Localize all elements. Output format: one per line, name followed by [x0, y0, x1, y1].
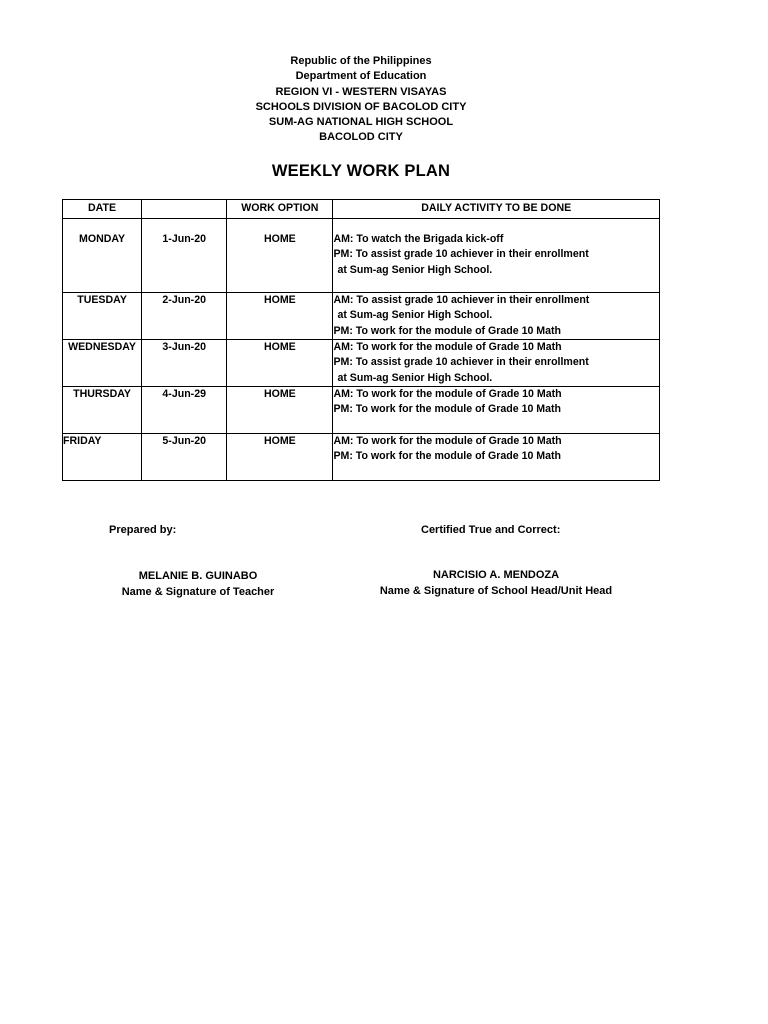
cell-date: 4-Jun-29	[142, 387, 227, 434]
teacher-name: MELANIE B. GUINABO	[138, 570, 258, 582]
table-header-row	[63, 200, 660, 219]
cell-day: WEDNESDAY	[63, 340, 142, 387]
document-header	[0, 54, 722, 146]
activity-line: AM: To work for the module of Grade 10 Math	[333, 388, 562, 400]
cell-activity	[333, 387, 660, 434]
cell-date: 2-Jun-20	[142, 293, 227, 340]
cell-day: MONDAY	[63, 219, 142, 293]
page-title: WEEKLY WORK PLAN	[271, 162, 451, 180]
activity-line: at Sum-ag Senior High School.	[337, 309, 493, 322]
cell-date: 1-Jun-20	[142, 219, 227, 293]
table-row-friday	[63, 434, 660, 481]
header-date: DATE	[63, 200, 142, 219]
table-row-thursday	[63, 387, 660, 434]
school-head-role: Name & Signature of School Head/Unit Head	[379, 585, 613, 597]
cell-activity	[333, 434, 660, 481]
activity-line: AM: To watch the Brigada kick-off	[333, 233, 504, 245]
activity-line: AM: To work for the module of Grade 10 Math	[333, 435, 562, 447]
prepared-by-label: Prepared by:	[109, 524, 177, 536]
activity-line: PM: To work for the module of Grade 10 Math	[333, 324, 562, 337]
cell-date: 5-Jun-20	[142, 434, 227, 481]
cell-day: FRIDAY	[63, 434, 142, 481]
header-line-republic: Republic of the Philippines	[290, 55, 432, 67]
activity-line: PM: To assist grade 10 achiever in their enrollment	[333, 248, 589, 261]
cell-option: HOME	[227, 387, 333, 434]
header-activity: DAILY ACTIVITY TO BE DONE	[333, 200, 660, 219]
header-date-value	[142, 200, 227, 219]
cell-option: HOME	[227, 219, 333, 293]
teacher-role: Name & Signature of Teacher	[121, 586, 275, 598]
table-row-wednesday	[63, 340, 660, 387]
header-work-option: WORK OPTION	[227, 200, 333, 219]
table-row-tuesday	[63, 293, 660, 340]
teacher-signature-block	[98, 568, 298, 600]
header-line-division: SCHOOLS DIVISION OF BACOLOD CITY	[255, 100, 467, 113]
school-head-signature-block	[366, 567, 626, 599]
activity-line: PM: To assist grade 10 achiever in their enrollment	[333, 356, 589, 369]
header-line-school: SUM-AG NATIONAL HIGH SCHOOL	[268, 116, 454, 129]
activity-line: PM: To work for the module of Grade 10 Math	[333, 450, 562, 463]
cell-option: HOME	[227, 434, 333, 481]
activity-line: at Sum-ag Senior High School.	[337, 371, 493, 384]
certified-label: Certified True and Correct:	[421, 524, 561, 536]
cell-day: THURSDAY	[63, 387, 142, 434]
header-line-city: BACOLOD CITY	[319, 131, 403, 144]
activity-line: at Sum-ag Senior High School.	[337, 263, 493, 276]
cell-option: HOME	[227, 293, 333, 340]
work-plan-table	[62, 199, 660, 481]
activity-line: PM: To work for the module of Grade 10 Math	[333, 403, 562, 416]
cell-date: 3-Jun-20	[142, 340, 227, 387]
school-head-name: NARCISIO A. MENDOZA	[432, 569, 560, 581]
activity-line: AM: To assist grade 10 achiever in their enrollment	[333, 294, 590, 306]
header-line-department: Department of Education	[295, 70, 427, 83]
cell-option: HOME	[227, 340, 333, 387]
cell-activity	[333, 340, 660, 387]
cell-day: TUESDAY	[63, 293, 142, 340]
activity-line: AM: To work for the module of Grade 10 Math	[333, 341, 562, 353]
table-row-monday	[63, 219, 660, 293]
cell-activity	[333, 293, 660, 340]
header-line-region: REGION VI - WESTERN VISAYAS	[275, 85, 447, 98]
cell-activity	[333, 219, 660, 293]
